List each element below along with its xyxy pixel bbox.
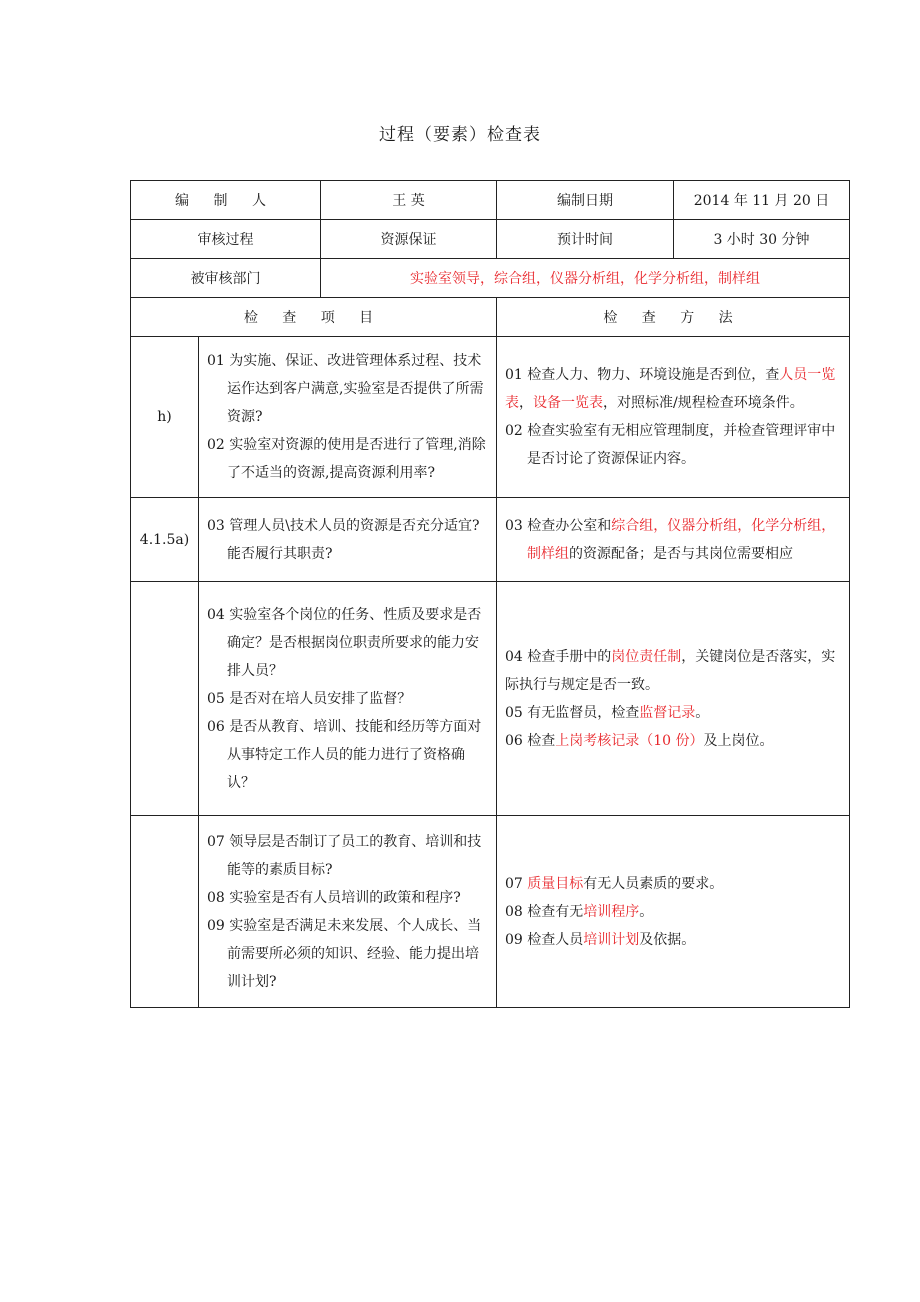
check-method: 06 检查上岗考核记录（10 份）及上岗位。 — [505, 732, 774, 749]
clause-cell: 4.1.5a) — [131, 498, 199, 582]
header-row-dept — [131, 259, 850, 298]
check-method: 03 检查办公室和综合组，仪器分析组，化学分析组，制样组的资源配备；是否与其岗位需要相应 — [505, 517, 836, 562]
check-item: 07 领导层是否制订了员工的教育、培训和技能等的素质目标? — [207, 833, 482, 878]
check-item: 06 是否从教育、培训、技能和经历等方面对从事特定工作人员的能力进行了资格确认？ — [207, 718, 482, 791]
methods-cell — [497, 498, 850, 582]
items-header: 检 查 项 目 — [131, 298, 497, 337]
items-cell — [199, 582, 497, 816]
check-item: 02 实验室对资源的使用是否进行了管理,消除了不适当的资源,提高资源利用率? — [207, 437, 486, 481]
check-method: 01 检查人力、物力、环境设施是否到位，查人员一览表，设备一览表，对照标准/规程检查环境条件。 — [505, 367, 836, 411]
date-label: 编制日期 — [497, 181, 674, 220]
compiler-value: 王 英 — [321, 181, 497, 220]
checklist-table — [130, 180, 850, 1008]
methods-cell — [497, 337, 850, 498]
clause-cell: h) — [131, 337, 199, 498]
dept-label: 被审核部门 — [131, 259, 321, 298]
table-row — [131, 582, 850, 816]
methods-header: 检 查 方 法 — [497, 298, 850, 337]
methods-cell — [497, 582, 850, 816]
check-method: 05 有无监督员，检查监督记录。 — [505, 704, 710, 721]
date-value: 2014 年 11 月 20 日 — [674, 181, 850, 220]
check-method: 07 质量目标有无人员素质的要求。 — [505, 875, 724, 892]
check-item: 04 实验室各个岗位的任务、性质及要求是否确定？是否根据岗位职责所要求的能力安排人员？ — [207, 606, 482, 679]
time-label: 预计时间 — [497, 220, 674, 259]
check-item: 05 是否对在培人员安排了监督？ — [207, 690, 412, 707]
clause-cell — [131, 582, 199, 816]
page-title: 过程（要素）检查表 — [379, 125, 541, 145]
items-cell — [199, 498, 497, 582]
process-label: 审核过程 — [131, 220, 321, 259]
table-row — [131, 337, 850, 498]
table-row — [131, 816, 850, 1008]
check-item: 03 管理人员\技术人员的资源是否充分适宜?能否履行其职责? — [207, 517, 480, 562]
check-method: 04 检查手册中的岗位责任制，关键岗位是否落实，实际执行与规定是否一致。 — [505, 648, 836, 693]
items-cell — [199, 337, 497, 498]
check-method: 09 检查人员培训计划及依据。 — [505, 931, 696, 948]
dept-value: 实验室领导，综合组，仪器分析组，化学分析组，制样组 — [321, 259, 850, 298]
check-item: 01 为实施、保证、改进管理体系过程、技术运作达到客户满意,实验室是否提供了所需资源? — [207, 353, 484, 425]
time-value: 3 小时 30 分钟 — [674, 220, 850, 259]
check-method: 08 检查有无培训程序。 — [505, 903, 654, 920]
section-header-row — [131, 298, 850, 337]
check-item: 08 实验室是否有人员培训的政策和程序? — [207, 889, 461, 906]
clause-cell — [131, 816, 199, 1008]
process-value: 资源保证 — [321, 220, 497, 259]
header-row-compiler — [131, 181, 850, 220]
table-row — [131, 498, 850, 582]
check-item: 09 实验室是否满足未来发展、个人成长、当前需要所必须的知识、经验、能力提出培训计划? — [207, 917, 482, 990]
items-cell — [199, 816, 497, 1008]
compiler-label: 编 制 人 — [131, 181, 321, 220]
methods-cell — [497, 816, 850, 1008]
check-method: 02 检查实验室有无相应管理制度，并检查管理评审中是否讨论了资源保证内容。 — [505, 423, 836, 467]
header-row-process — [131, 220, 850, 259]
